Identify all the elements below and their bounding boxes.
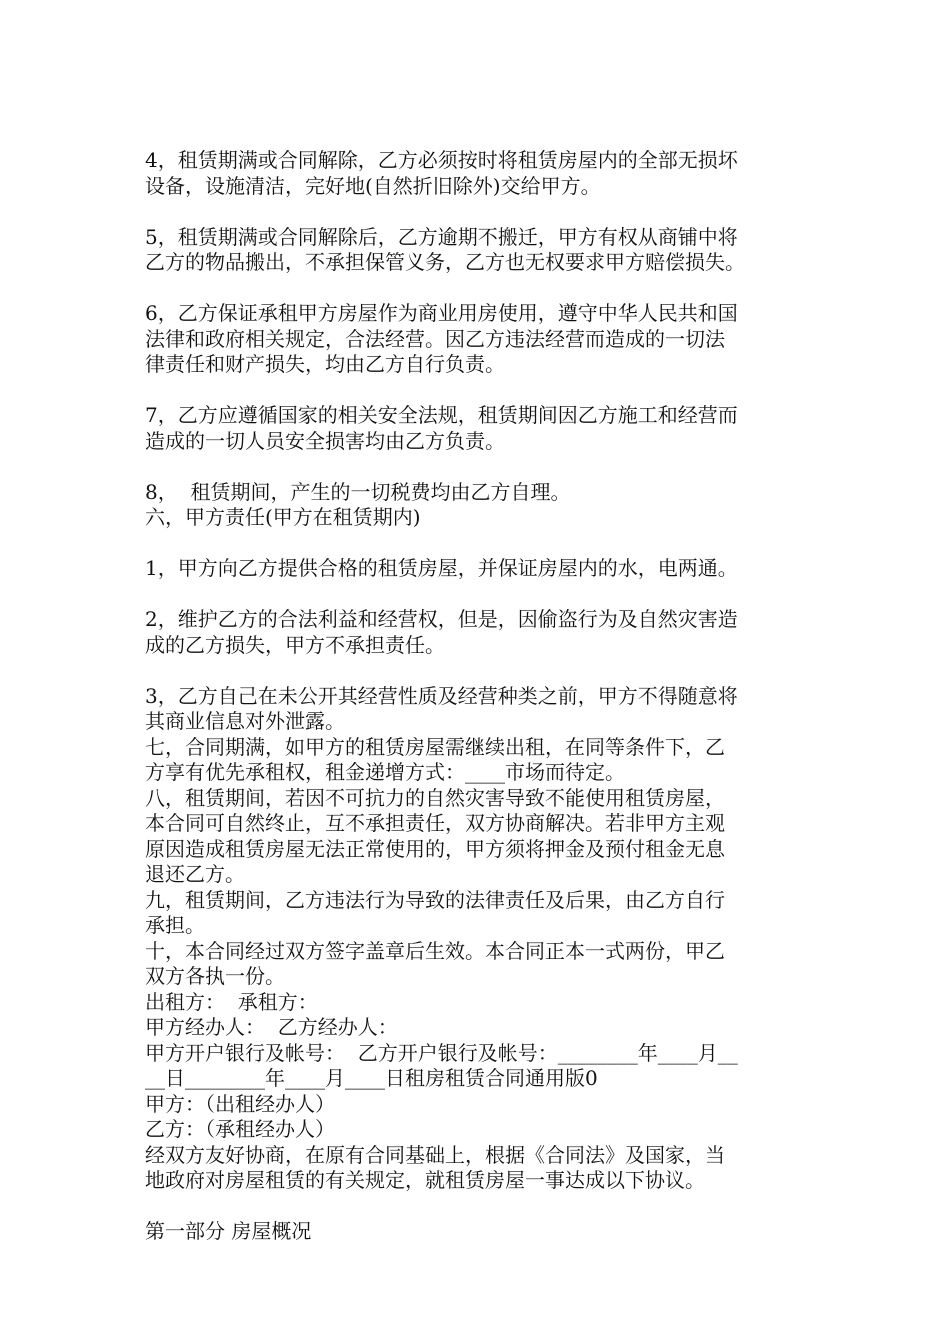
part-one-heading: 第一部分 房屋概况: [145, 1219, 312, 1243]
section-10: 十，本合同经过双方签字盖章后生效。本合同正本一式两份，甲乙 双方各执一份。: [145, 938, 725, 988]
section-6-item-2: 2，维护乙方的合法利益和经营权，但是，因偷盗行为及自然灾害造 成的乙方损失，甲方不承担责任。: [145, 607, 738, 657]
clause-6: 6，乙方保证承租甲方房屋作为商业用房使用，遵守中华人民共和国 法律和政府相关规定，合法经营。因乙方违法经营而造成的一切法 律责任和财产损失，均由乙方自行负责。: [145, 301, 738, 376]
clause-8: 8， 租赁期间，产生的一切税费均由乙方自理。: [145, 479, 571, 504]
clause-5: 5，租赁期满或合同解除后，乙方逾期不搬迁，甲方有权从商铺中将 乙方的物品搬出，不承担保管义务，乙方也无权要求甲方赔偿损失。: [145, 224, 745, 274]
section-8: 八，租赁期间，若因不可抗力的自然灾害导致不能使用租赁房屋， 本合同可自然终止，互不承担责任，双方协商解决。若非甲方主观 原因造成租赁房屋无法正常使用的，甲方须将押金及预付租金无息 退还乙方。: [145, 785, 725, 886]
party-line: 出租方： 承租方：: [145, 989, 318, 1014]
clause-4: 4，租赁期满或合同解除，乙方必须按时将租赁房屋内的全部无损坏 设备，设施清洁，完好地(自然折旧除外)交给甲方。: [145, 148, 738, 198]
party-a-line: 甲方：（出租经办人）: [145, 1091, 335, 1116]
agent-line: 甲方经办人： 乙方经办人：: [145, 1015, 398, 1039]
clause-7: 7，乙方应遵循国家的相关安全法规，租赁期间因乙方施工和经营而 造成的一切人员安全损害均由乙方负责。: [145, 403, 738, 453]
party-b-line: 乙方：（承租经办人）: [145, 1117, 335, 1141]
section-7: 七，合同期满，如甲方的租赁房屋需继续出租，在同等条件下，乙 方享有优先承租权，租金递增方式：____市场而待定。: [145, 734, 725, 784]
section-6-item-1: 1，甲方向乙方提供合格的租赁房屋，并保证房屋内的水，电两通。: [145, 556, 738, 580]
section-6-item-3: 3，乙方自己在未公开其经营性质及经营种类之前，甲方不得随意将 其商业信息对外泄露。: [145, 683, 738, 733]
section-6-heading: 六，甲方责任(甲方在租赁期内): [145, 505, 421, 529]
agreement-intro: 经双方友好协商，在原有合同基础上，根据《合同法》及国家，当 地政府对房屋租赁的有关规定，就租赁房屋一事达成以下协议。: [145, 1142, 725, 1192]
bank-account-line: 甲方开户银行及帐号： 乙方开户银行及帐号：________年____月__ __日________年____月____日租房租赁合同通用版0: [145, 1040, 738, 1090]
section-9: 九，租赁期间，乙方违法行为导致的法律责任及后果，由乙方自行 承担。: [145, 887, 725, 937]
